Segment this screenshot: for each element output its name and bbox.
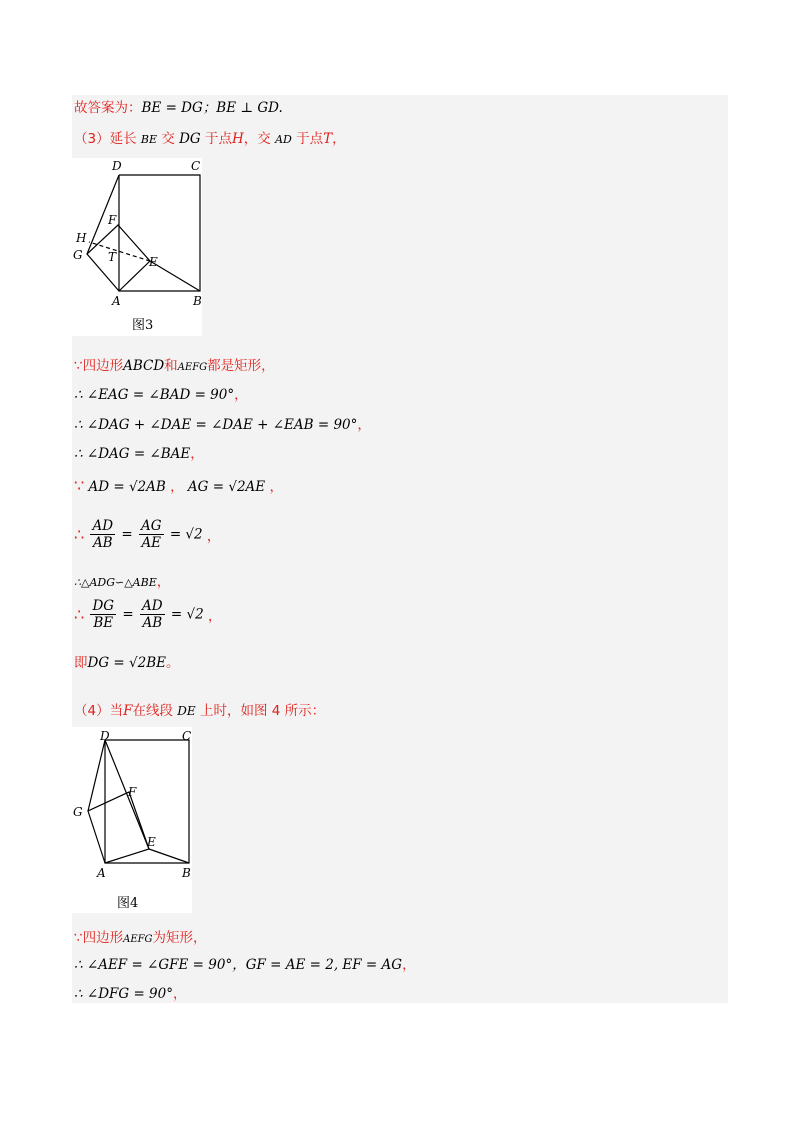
math-expression: ∴ ∠DAG = ∠BAE bbox=[74, 446, 191, 462]
text-segment: 都是矩形， bbox=[207, 358, 275, 374]
numerator: AD bbox=[142, 598, 163, 614]
label-b: B bbox=[193, 294, 202, 308]
fraction bbox=[90, 598, 116, 631]
proof-line bbox=[74, 354, 275, 374]
proof-line bbox=[74, 570, 170, 590]
text-segment: 。 bbox=[165, 655, 180, 671]
denominator: AB bbox=[92, 535, 113, 551]
figure-3-diagram bbox=[72, 158, 202, 336]
proof-line bbox=[74, 651, 179, 671]
text-segment: （3）延长 bbox=[74, 131, 137, 147]
math-expression: AD = √2AB bbox=[88, 479, 166, 495]
text-segment: 交 bbox=[161, 131, 175, 147]
label-a: A bbox=[97, 866, 106, 880]
text-segment: ， bbox=[357, 417, 371, 433]
numerator: AD bbox=[92, 518, 114, 534]
label-e: E bbox=[147, 835, 156, 849]
text-segment: ， bbox=[170, 479, 184, 495]
math-symbol: T bbox=[323, 131, 333, 147]
math-symbol: F bbox=[123, 703, 133, 719]
text-segment: （4）当 bbox=[74, 703, 124, 719]
label-d: D bbox=[112, 159, 122, 173]
figure-3-caption: 图3 bbox=[132, 318, 154, 333]
proof-line bbox=[74, 442, 204, 462]
label-t: T bbox=[108, 250, 117, 264]
text-segment: ∵四边形 bbox=[74, 930, 124, 946]
math-symbol: AEFG bbox=[177, 362, 208, 373]
text-segment: ，交 bbox=[243, 131, 271, 147]
figure-3 bbox=[72, 158, 202, 336]
math-symbol: AD bbox=[275, 133, 292, 146]
proof-line bbox=[74, 383, 248, 403]
figure-4 bbox=[72, 727, 192, 913]
equals-sign: = bbox=[121, 526, 133, 543]
label-b: B bbox=[182, 866, 191, 880]
math-expression: ∴△ADG∽△ABE bbox=[74, 576, 157, 589]
fraction bbox=[90, 518, 115, 551]
text-segment: 上时，如图 4 所示： bbox=[199, 703, 326, 719]
text-segment: 在线段 bbox=[132, 703, 173, 719]
label-c: C bbox=[182, 729, 192, 743]
math-expression: AG = √2AE bbox=[187, 479, 266, 495]
denominator: AE bbox=[141, 535, 162, 551]
math-expression: ∴ ∠EAG = ∠BAD = 90° bbox=[74, 387, 235, 403]
denominator: BE bbox=[93, 615, 114, 631]
figure-4-diagram bbox=[72, 727, 192, 913]
label-f: F bbox=[108, 213, 117, 227]
text-segment: ， bbox=[207, 608, 222, 625]
math-expression: ∴ ∠DAG + ∠DAE = ∠DAE + ∠EAB = 90° bbox=[74, 417, 358, 433]
therefore-symbol: ∴ bbox=[74, 605, 85, 624]
math-expression: ∴ ∠AEF = ∠GFE = 90°，GF = AE = 2, EF = AG bbox=[74, 957, 403, 973]
text-segment: ∵四边形 bbox=[74, 358, 124, 374]
math-expression: = √2 bbox=[169, 526, 203, 543]
equals-sign: = bbox=[122, 606, 134, 623]
math-symbol: DG bbox=[179, 131, 201, 147]
figure-4-caption: 图4 bbox=[117, 896, 139, 911]
text-segment: ， bbox=[332, 131, 346, 147]
segment-dg bbox=[88, 740, 105, 811]
because-symbol: ∵ bbox=[74, 476, 85, 495]
part-3-heading bbox=[74, 127, 346, 147]
segment-de bbox=[105, 740, 149, 849]
proof-line bbox=[74, 598, 221, 631]
text-segment: ， bbox=[234, 387, 248, 403]
fraction bbox=[140, 598, 165, 631]
text-segment: ， bbox=[156, 574, 171, 590]
label-c: C bbox=[191, 159, 201, 173]
text-segment: 和 bbox=[164, 358, 178, 374]
fraction bbox=[139, 518, 164, 551]
label-h: H bbox=[76, 231, 87, 245]
label-g: G bbox=[73, 248, 83, 262]
math-expression: ∴ ∠DFG = 90° bbox=[74, 986, 173, 1002]
proof-line bbox=[74, 926, 207, 946]
proof-line bbox=[74, 953, 416, 973]
answer-prefix: 故答案为： bbox=[74, 100, 142, 116]
proof-line bbox=[74, 413, 371, 433]
text-segment: ， bbox=[402, 957, 416, 973]
label-d: D bbox=[100, 729, 110, 743]
label-f: F bbox=[128, 785, 137, 799]
math-symbol: ABCD bbox=[123, 358, 165, 374]
text-segment: 于点 bbox=[296, 131, 324, 147]
proof-line bbox=[74, 518, 220, 551]
label-g: G bbox=[73, 805, 83, 819]
text-segment: ， bbox=[190, 446, 204, 462]
text-segment: ， bbox=[269, 479, 283, 495]
text-segment: ， bbox=[206, 528, 221, 545]
numerator: DG bbox=[92, 598, 115, 614]
math-symbol: BE bbox=[140, 133, 158, 146]
text-segment: ， bbox=[173, 986, 187, 1002]
part-4-heading bbox=[74, 699, 325, 719]
math-expression: BE = DG；BE ⊥ GD. bbox=[141, 100, 283, 116]
text-segment: 于点 bbox=[205, 131, 233, 147]
numerator: AG bbox=[140, 518, 162, 534]
math-symbol: H bbox=[232, 131, 244, 147]
math-symbol: AEFG bbox=[123, 934, 153, 945]
segment-eb bbox=[149, 849, 189, 863]
answer-line-1 bbox=[74, 96, 283, 116]
rect-abcd bbox=[119, 175, 200, 291]
label-e: E bbox=[149, 255, 158, 269]
math-symbol: DE bbox=[177, 704, 196, 718]
text-segment: 即 bbox=[74, 655, 88, 671]
proof-line bbox=[74, 982, 187, 1002]
therefore-symbol: ∴ bbox=[74, 525, 85, 544]
label-a: A bbox=[112, 294, 121, 308]
proof-line bbox=[74, 475, 283, 495]
denominator: AB bbox=[142, 615, 163, 631]
text-segment: 为矩形， bbox=[152, 930, 207, 946]
math-expression: = √2 bbox=[170, 606, 204, 623]
math-expression: DG = √2BE bbox=[87, 655, 166, 671]
